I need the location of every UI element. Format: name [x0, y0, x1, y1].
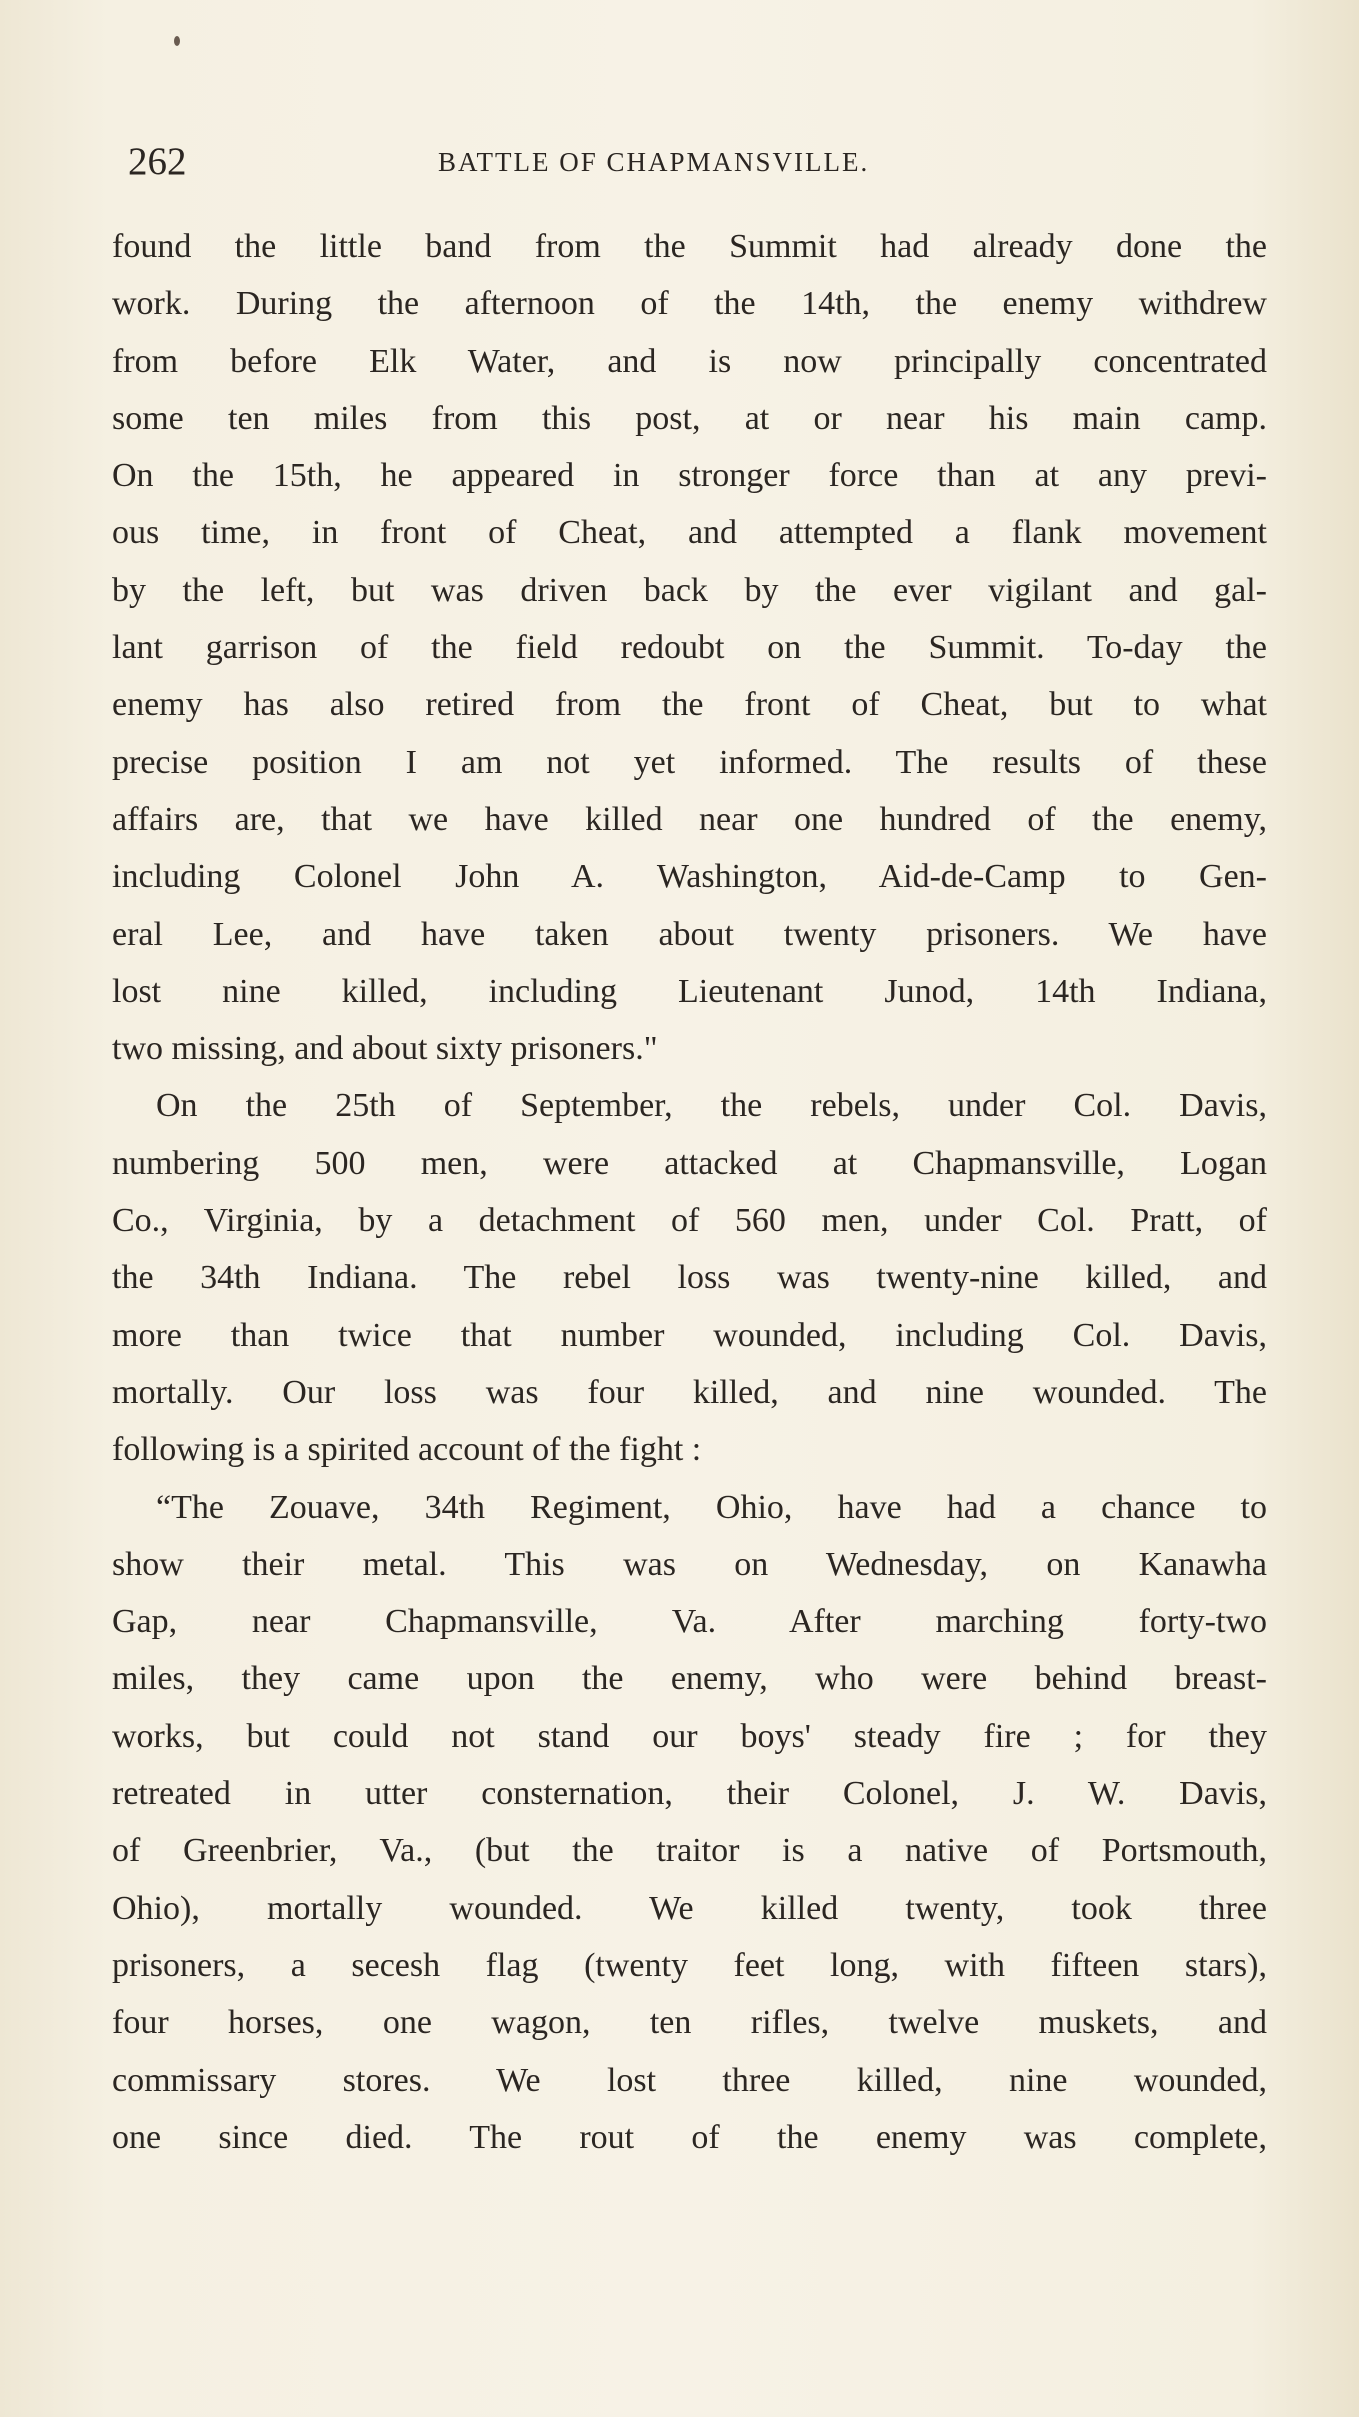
- text-line: show their metal. This was on Wednesday, on Kanawha: [112, 1545, 1267, 1583]
- text-line: Gap, near Chapmansville, Va. After marching forty-two: [112, 1603, 1267, 1641]
- page-header: [128, 132, 1263, 192]
- text-line: four horses, one wagon, ten rifles, twelve muskets, and: [112, 2004, 1267, 2042]
- text-line: lost nine killed, including Lieutenant Junod, 14th Indiana,: [112, 972, 1267, 1010]
- text-line: of Greenbrier, Va., (but the traitor is a native of Portsmouth,: [112, 1832, 1267, 1870]
- text-line: retreated in utter consternation, their Colonel, J. W. Davis,: [112, 1775, 1267, 1813]
- text-line: Ohio), mortally wounded. We killed twenty, took three: [112, 1889, 1267, 1927]
- text-line: the 34th Indiana. The rebel loss was twenty-nine killed, and: [112, 1259, 1267, 1297]
- ink-speck: [174, 36, 180, 46]
- text-line: work. During the afternoon of the 14th, the enemy withdrew: [112, 285, 1267, 323]
- text-line: miles, they came upon the enemy, who were behind breast-: [112, 1660, 1267, 1698]
- text-line: prisoners, a secesh flag (twenty feet long, with fifteen stars),: [112, 1946, 1267, 1984]
- text-line: eral Lee, and have taken about twenty prisoners. We have: [112, 915, 1267, 953]
- text-line: some ten miles from this post, at or near his main camp.: [112, 399, 1267, 437]
- running-title: BATTLE OF CHAPMANSVILLE.: [438, 147, 870, 177]
- text-line: two missing, and about sixty prisoners.": [112, 1030, 658, 1068]
- text-line: commissary stores. We lost three killed, nine wounded,: [112, 2061, 1267, 2099]
- text-line: including Colonel John A. Washington, Aid-de-Camp to Gen-: [112, 858, 1267, 896]
- text-line: works, but could not stand our boys' steady fire ; for they: [112, 1717, 1267, 1755]
- text-line: “The Zouave, 34th Regiment, Ohio, have had a chance to: [156, 1488, 1267, 1526]
- text-line: numbering 500 men, were attacked at Chapmansville, Logan: [112, 1144, 1267, 1182]
- text-line: On the 15th, he appeared in stronger force than at any previ-: [112, 457, 1267, 495]
- page-number: 262: [128, 140, 187, 183]
- text-line: precise position I am not yet informed. The results of these: [112, 743, 1267, 781]
- text-line: following is a spirited account of the fight :: [112, 1431, 702, 1469]
- text-line: by the left, but was driven back by the ever vigilant and gal-: [112, 571, 1267, 609]
- text-line: On the 25th of September, the rebels, under Col. Davis,: [156, 1087, 1267, 1125]
- text-line: lant garrison of the field redoubt on the Summit. To-day the: [112, 629, 1267, 667]
- text-line: enemy has also retired from the front of Cheat, but to what: [112, 686, 1267, 724]
- text-line: mortally. Our loss was four killed, and nine wounded. The: [112, 1373, 1267, 1411]
- text-line: ous time, in front of Cheat, and attempted a flank movement: [112, 514, 1267, 552]
- text-line: one since died. The rout of the enemy was complete,: [112, 2118, 1267, 2156]
- text-line: more than twice that number wounded, including Col. Davis,: [112, 1316, 1267, 1354]
- text-line: Co., Virginia, by a detachment of 560 men, under Col. Pratt, of: [112, 1202, 1267, 1240]
- text-line: affairs are, that we have killed near one hundred of the enemy,: [112, 800, 1267, 838]
- text-line: found the little band from the Summit had already done the: [112, 228, 1267, 265]
- body-text: [112, 218, 1267, 2166]
- text-line: from before Elk Water, and is now principally concentrated: [112, 342, 1267, 380]
